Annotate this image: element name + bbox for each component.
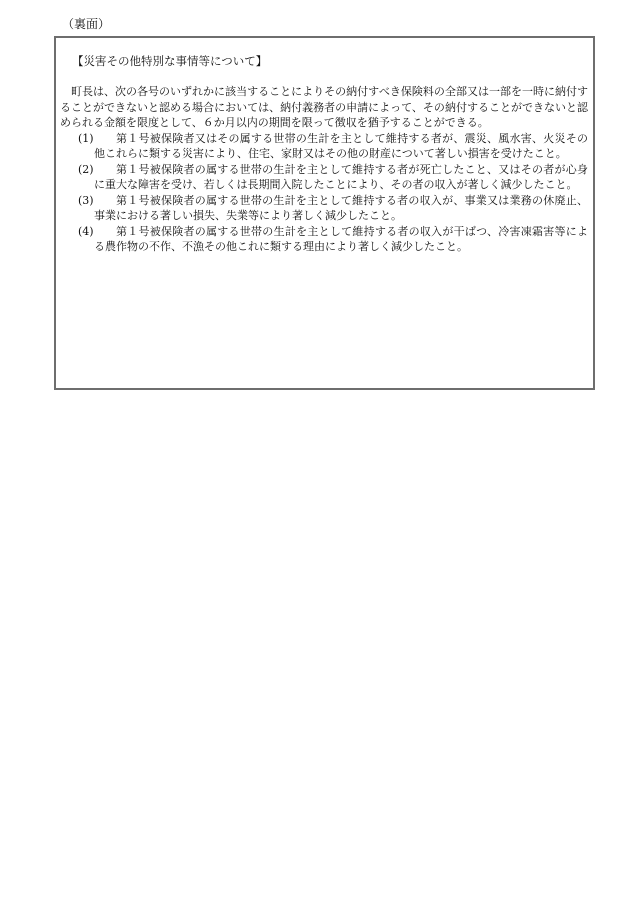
condition-number: (2) — [78, 162, 94, 176]
condition-item-4 — [60, 224, 588, 255]
condition-item-2 — [60, 162, 588, 193]
condition-item-3 — [60, 193, 588, 224]
notice-box — [54, 36, 595, 390]
condition-number: (4) — [78, 224, 94, 238]
intro-paragraph: 町長は、次の各号のいずれかに該当することによりその納付すべき保険料の全部又は一部を一時に納付することができないと認める場合においては、納付義務者の申請によって、その納付することができないと認められる金額を限度として、６か月以内の期間を限って徴収を猶予することができる。 — [60, 85, 588, 129]
condition-text: 第１号被保険者又はその属する世帯の生計を主として維持する者が、震災、風水害、火災その他これらに類する災害により、住宅、家財又はその他の財産について著しい損害を受けたこと。 — [94, 131, 588, 160]
condition-item-1 — [60, 131, 588, 162]
condition-list — [60, 131, 588, 255]
condition-text: 第１号被保険者の属する世帯の生計を主として維持する者の収入が干ばつ、冷害凍霜害等による農作物の不作、不漁その他これに類する理由により著しく減少したこと。 — [94, 224, 588, 253]
section-heading: 【災害その他特別な事情等について】 — [72, 54, 268, 68]
page-side-label: （裏面） — [62, 17, 111, 31]
condition-number: (3) — [78, 193, 94, 207]
condition-number: (1) — [78, 131, 94, 145]
condition-text: 第１号被保険者の属する世帯の生計を主として維持する者の収入が、事業又は業務の休廃止、事業における著しい損失、失業等により著しく減少したこと。 — [94, 193, 588, 222]
section-body — [60, 84, 588, 255]
condition-text: 第１号被保険者の属する世帯の生計を主として維持する者が死亡したこと、又はその者が心身に重大な障害を受け、若しくは長期間入院したことにより、その者の収入が著しく減少したこと。 — [94, 162, 588, 191]
